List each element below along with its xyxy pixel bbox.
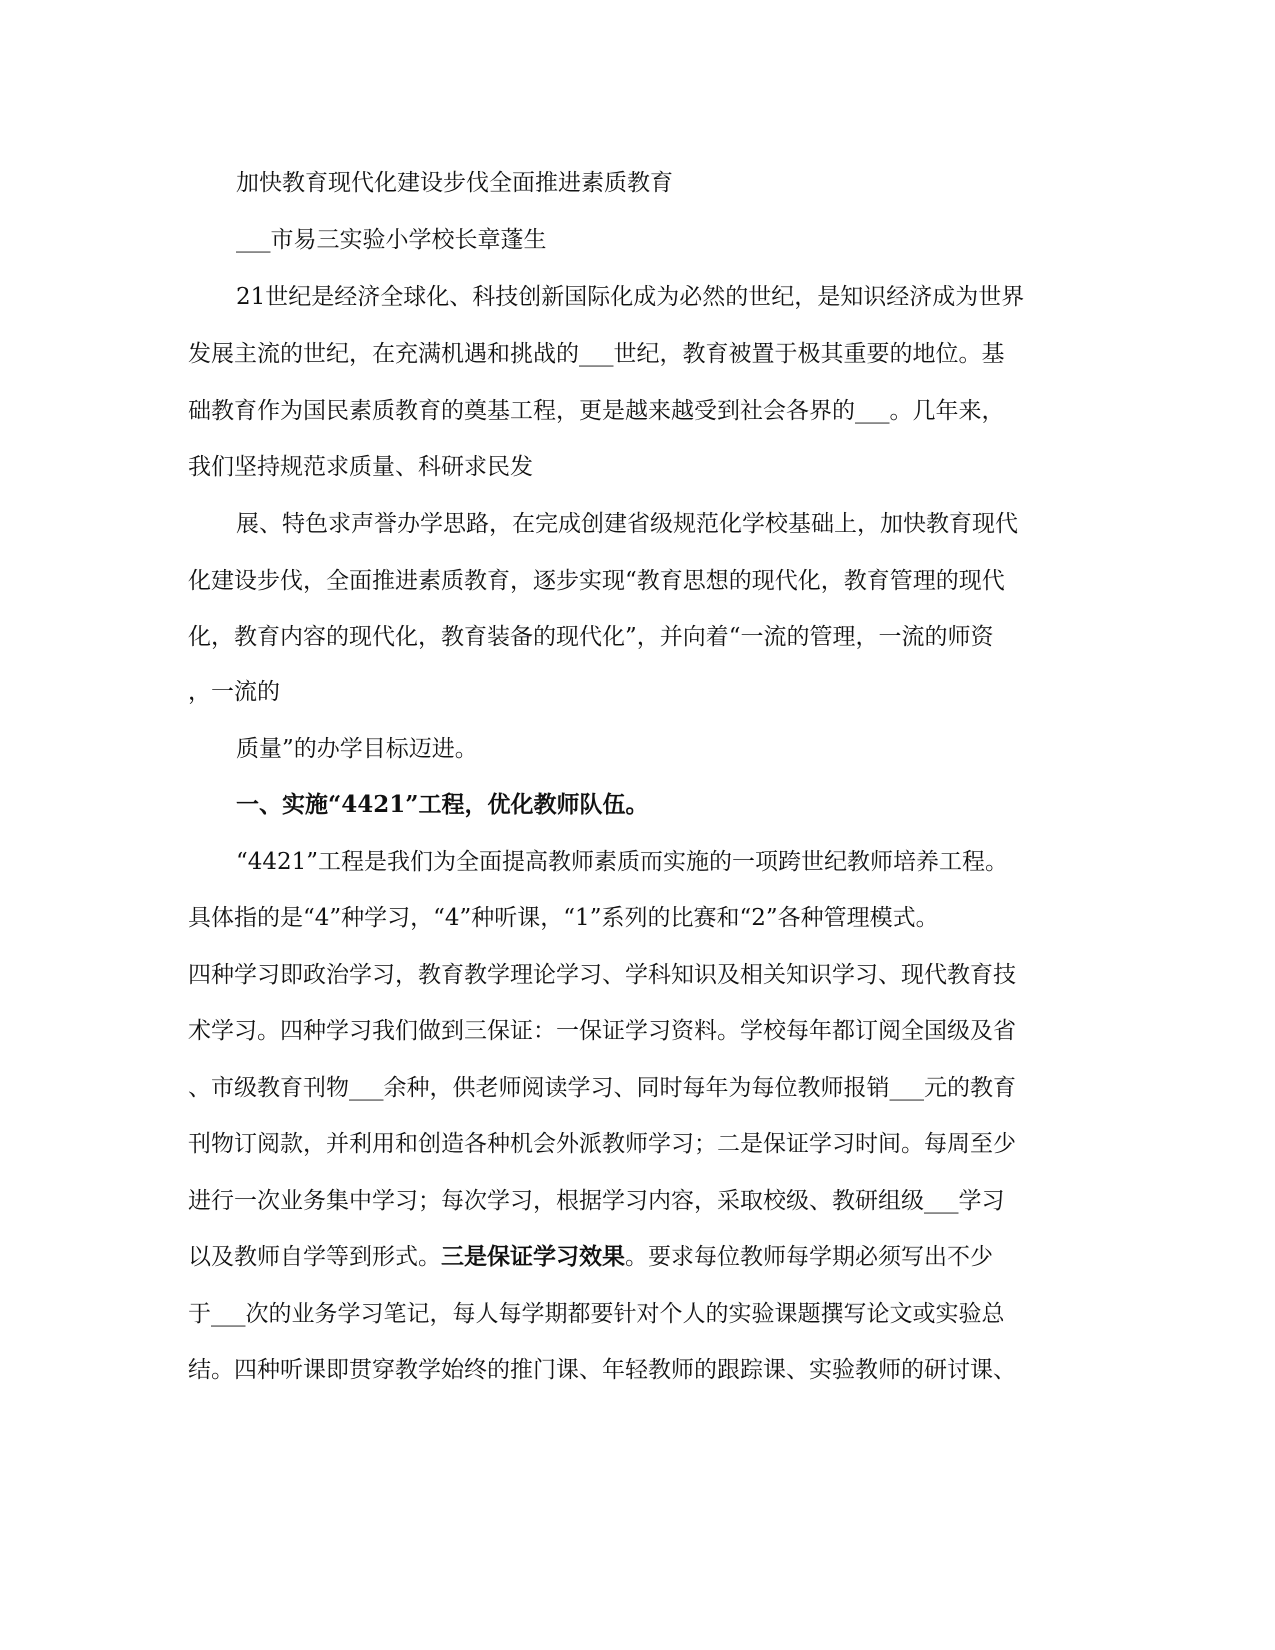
- effect-text-after: 。要求每位教师每学期必须写出不少: [625, 1244, 993, 1270]
- paragraph-line: 进行一次业务集中学习；每次学习，根据学习内容，采取校级、教研组级___学习: [188, 1188, 1005, 1214]
- paragraph-line: 化，教育内容的现代化，教育装备的现代化”，并向着“一流的管理，一流的师资: [188, 624, 994, 650]
- paragraph-line: 四种学习即政治学习，教育教学理论学习、学科知识及相关知识学习、现代教育技: [188, 962, 1016, 988]
- paragraph-line: 化建设步伐，全面推进素质教育，逐步实现“教育思想的现代化，教育管理的现代: [188, 568, 1005, 594]
- paragraph-line: 、市级教育刊物___余种，供老师阅读学习、同时每年为每位教师报销___元的教育: [188, 1075, 1016, 1101]
- effect-text-bold: 三是保证学习效果: [441, 1243, 625, 1270]
- document-author: ___市易三实验小学校长章蓬生: [236, 227, 547, 253]
- paragraph-line: “4421”工程是我们为全面提高教师素质而实施的一项跨世纪教师培养工程。: [236, 849, 1009, 875]
- paragraph-line-effect: [188, 1242, 1088, 1272]
- paragraph-line: 刊物订阅款，并利用和创造各种机会外派教师学习；二是保证学习时间。每周至少: [188, 1131, 1016, 1157]
- effect-text-before: 以及教师自学等到形式。: [188, 1244, 441, 1270]
- paragraph-line: 结。四种听课即贯穿教学始终的推门课、年轻教师的跟踪课、实验教师的研讨课、: [188, 1357, 1016, 1383]
- paragraph-line: ，一流的: [188, 679, 280, 705]
- paragraph-line: 具体指的是“4”种学习，“4”种听课，“1”系列的比赛和“2”各种管理模式。: [188, 905, 939, 931]
- paragraph-line: 21世纪是经济全球化、科技创新国际化成为必然的世纪，是知识经济成为世界: [236, 284, 1025, 310]
- paragraph-line: 术学习。四种学习我们做到三保证：一保证学习资料。学校每年都订阅全国级及省: [188, 1018, 1016, 1044]
- paragraph-line: 质量”的办学目标迈进。: [236, 736, 478, 762]
- paragraph-line: 础教育作为国民素质教育的奠基工程，更是越来越受到社会各界的___。几年来，: [188, 398, 1005, 424]
- document-title: 加快教育现代化建设步伐全面推进素质教育: [236, 170, 673, 196]
- paragraph-line: 发展主流的世纪，在充满机遇和挑战的___世纪，教育被置于极其重要的地位。基: [188, 341, 1005, 367]
- paragraph-line: 展、特色求声誉办学思路，在完成创建省级规范化学校基础上，加快教育现代: [236, 511, 1018, 537]
- paragraph-line: 于___次的业务学习笔记，每人每学期都要针对个人的实验课题撰写论文或实验总: [188, 1301, 1005, 1327]
- section-heading: 一、实施“4421”工程，优化教师队伍。: [236, 791, 649, 818]
- paragraph-line: 我们坚持规范求质量、科研求民发: [188, 454, 533, 480]
